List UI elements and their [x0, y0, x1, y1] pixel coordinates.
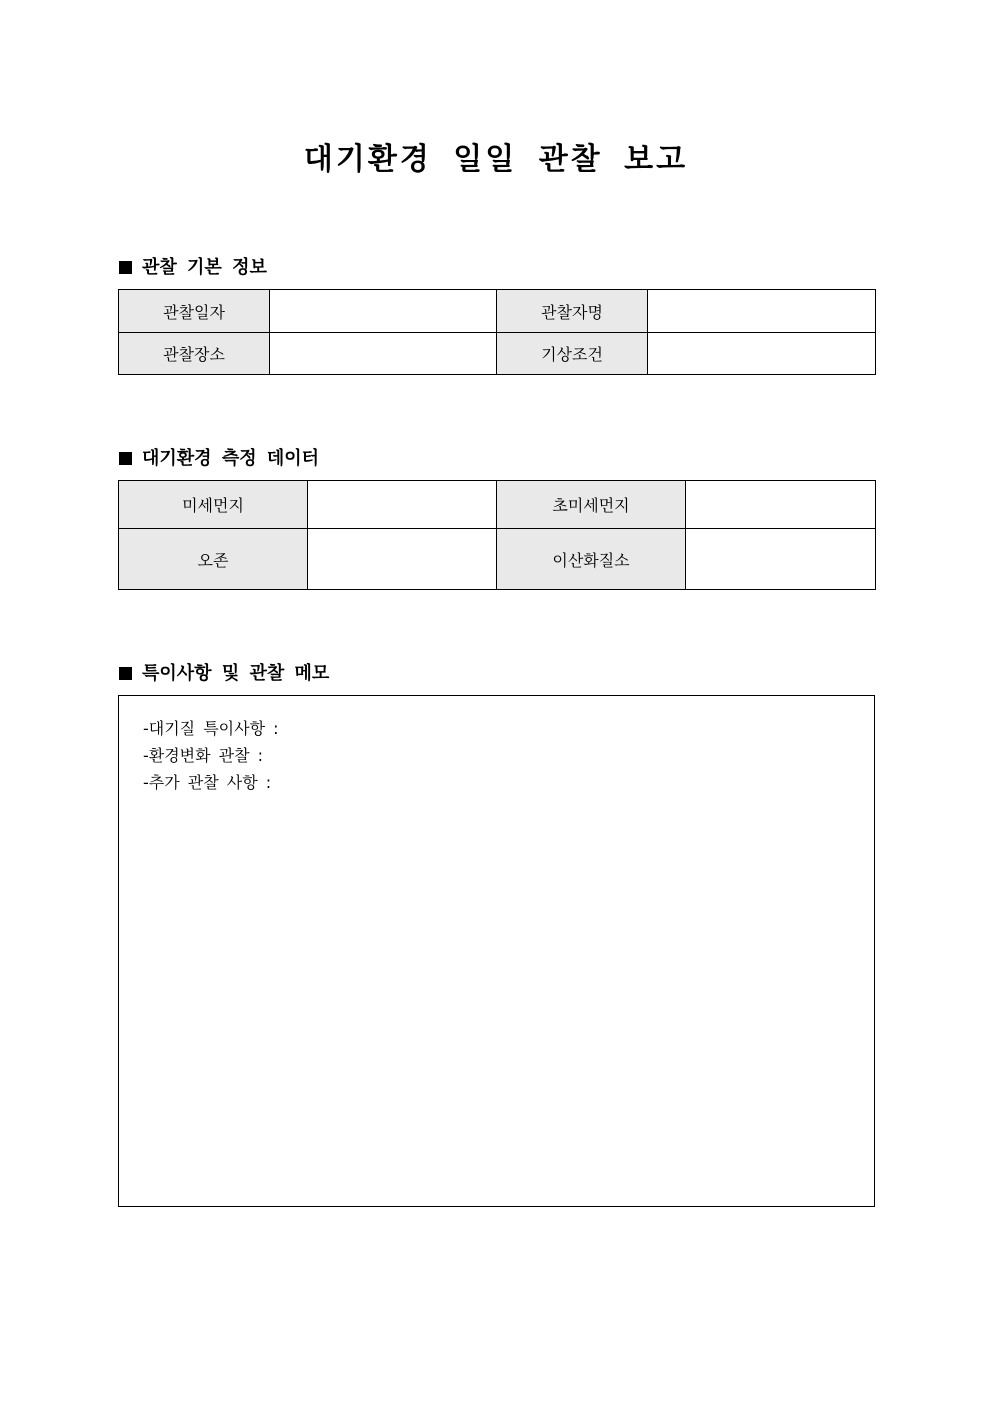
label-observation-date: 관찰일자 [119, 290, 270, 333]
memo-line-air-quality: -대기질 특이사항 : [143, 719, 279, 738]
memo-line-environment-change: -환경변화 관찰 : [143, 746, 264, 765]
table-row [119, 290, 876, 333]
ozone-field[interactable] [308, 529, 497, 590]
table-row [119, 529, 876, 590]
table-row [119, 333, 876, 375]
section-heading-measurement [119, 444, 319, 470]
square-bullet-icon [119, 261, 132, 274]
label-fine-dust: 미세먼지 [119, 481, 308, 529]
measurement-table [118, 480, 876, 590]
square-bullet-icon [119, 667, 132, 680]
table-row [119, 481, 876, 529]
memo-line-additional: -추가 관찰 사항 : [143, 773, 272, 792]
weather-condition-field[interactable] [648, 333, 876, 375]
observation-place-field[interactable] [270, 333, 497, 375]
memo-lines [143, 715, 279, 796]
memo-box[interactable] [118, 695, 875, 1207]
section-heading-text: 대기환경 측정 데이터 [142, 448, 320, 469]
square-bullet-icon [119, 452, 132, 465]
label-ultrafine-dust: 초미세먼지 [497, 481, 686, 529]
basic-info-table [118, 289, 876, 375]
nitrogen-dioxide-field[interactable] [686, 529, 876, 590]
label-ozone: 오존 [119, 529, 308, 590]
observer-name-field[interactable] [648, 290, 876, 333]
observation-date-field[interactable] [270, 290, 497, 333]
section-heading-text: 특이사항 및 관찰 메모 [142, 663, 330, 684]
fine-dust-field[interactable] [308, 481, 497, 529]
label-observer-name: 관찰자명 [497, 290, 648, 333]
label-weather-condition: 기상조건 [497, 333, 648, 375]
label-observation-place: 관찰장소 [119, 333, 270, 375]
label-nitrogen-dioxide: 이산화질소 [497, 529, 686, 590]
section-heading-text: 관찰 기본 정보 [142, 257, 267, 278]
section-heading-basic-info [119, 253, 267, 279]
document-title: 대기환경 일일 관찰 보고 [303, 142, 689, 177]
ultrafine-dust-field[interactable] [686, 481, 876, 529]
section-heading-memo [119, 659, 329, 685]
